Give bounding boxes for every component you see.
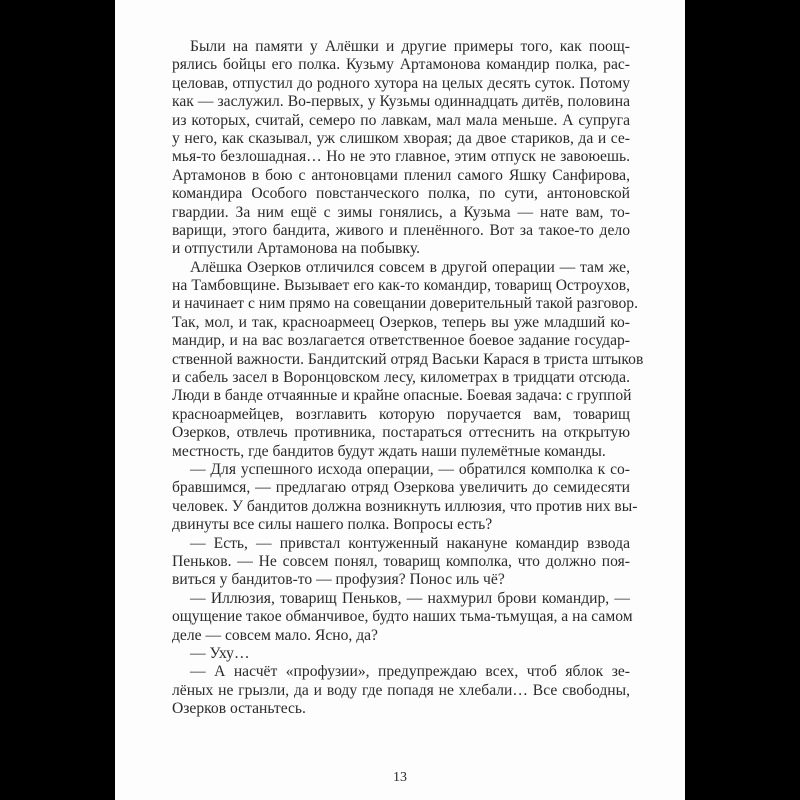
text-line: — Иллюзия, товарищ Пеньков, — нахмурил брови командир, —	[190, 589, 630, 607]
text-line: ощущение такое обманчивое, будто наших тьма-тьмущая, а на самом	[172, 608, 633, 626]
text-line: и отпустили Артамонова на побывку.	[172, 240, 421, 258]
text-line: — Уху…	[190, 644, 250, 662]
text-line: и начинает с ним прямо на совещании доверительный такой разговор.	[172, 295, 639, 313]
text-line: виться у бандитов-то — профузия? Понос иль чё?	[172, 571, 505, 589]
text-line: деле — совсем мало. Ясно, да?	[172, 626, 378, 644]
text-line: местность, где бандитов будут ждать наши пулемётные команды.	[172, 442, 606, 460]
paragraph	[172, 258, 644, 461]
text-line: человек. У бандитов должна возникнуть иллюзия, что против них вы-	[172, 497, 638, 515]
text-line: Были на памяти у Алёшки и другие примеры того, как поощ-	[190, 38, 630, 55]
text-line: Пеньков. — Не совсем понял, товарищ комполка, что должно поя-	[172, 552, 630, 570]
text-line: целовав, отпустил до родного хутора на целых десять суток. Потому	[172, 74, 630, 92]
paragraph	[172, 645, 630, 663]
text-line: Алёшка Озерков отличился совсем в другой операции — там же,	[190, 258, 630, 276]
text-line: как — заслужил. Во-первых, у Кузьмы одиннадцать дитёв, половина	[172, 93, 630, 111]
text-line: из которых, считай, семеро по лавкам, мал мала меньше. А супруга	[172, 111, 630, 129]
text-line: мандир, и на вас возлагается ответственное боевое задание государ-	[172, 332, 630, 350]
text-line: рялись бойцы его полка. Кузьму Артамонова командир полка, рас-	[172, 56, 630, 74]
text-line: лёных не грызли, да и воду где попадя не хлебали… Все свободны,	[172, 681, 630, 699]
text-line: и сабель засел в Воронцовском лесу, километрах в тридцати отсюда.	[172, 369, 630, 387]
text-line: гвардии. За ним ещё с зимы гонялись, а Кузьма — нате вам, то-	[172, 203, 630, 221]
text-line: двинуты все силы нашего полка. Вопросы есть?	[172, 516, 493, 534]
text-line: варищи, этого бандита, живого и пленённого. Вот за такое-то дело	[172, 221, 630, 239]
text-line: — А насчёт «профузии», предупреждаю всех, чтоб яблок зе-	[190, 663, 630, 681]
text-line: Артамонов в бою с антоновцами пленил самого Яшку Санфирова,	[172, 166, 630, 184]
paragraph	[172, 589, 633, 645]
text-line: красноармейцев, возглавить которую поручается вам, товарищ	[172, 405, 630, 423]
text-line: на Тамбовщине. Вызывает его как-то командир, товарищ Остроухов,	[172, 277, 630, 295]
body-text	[172, 38, 644, 718]
page-number: 13	[393, 770, 407, 785]
text-line: бравшимся, — предлагаю отряд Озеркова увеличить до семидесяти	[172, 479, 630, 497]
text-line: Так, мол, и так, красноармеец Озерков, теперь вы уже младший ко-	[172, 313, 630, 331]
text-line: — Для успешного исхода операции, — обратился комполка к со-	[190, 460, 630, 478]
text-line: мья-то безлошадная… Но не это главное, этим отпуск не завоюешь.	[172, 148, 630, 166]
text-line: Озерков, отвлечь противника, постараться оттеснить на открытую	[172, 424, 630, 442]
paragraph	[172, 535, 630, 590]
paragraph	[172, 38, 630, 259]
text-line: командира Особого повстанческого полка, по сути, антоновской	[172, 185, 630, 203]
text-line: Люди в банде отчаянные и крайне опасные. Боевая задача: с группой	[172, 387, 632, 405]
text-line: — Есть, — привстал контуженный накануне командир взвода	[190, 534, 630, 552]
text-line: Озерков останьтесь.	[172, 700, 306, 718]
paragraph	[172, 460, 638, 535]
book-page	[115, 0, 685, 800]
text-line: у него, как сказывал, уж слишком хворая; да двое стариков, да и се-	[172, 129, 630, 147]
text-line: ственной важности. Бандитский отряд Васьки Карася в триста штыков	[172, 350, 644, 368]
paragraph	[172, 663, 630, 718]
